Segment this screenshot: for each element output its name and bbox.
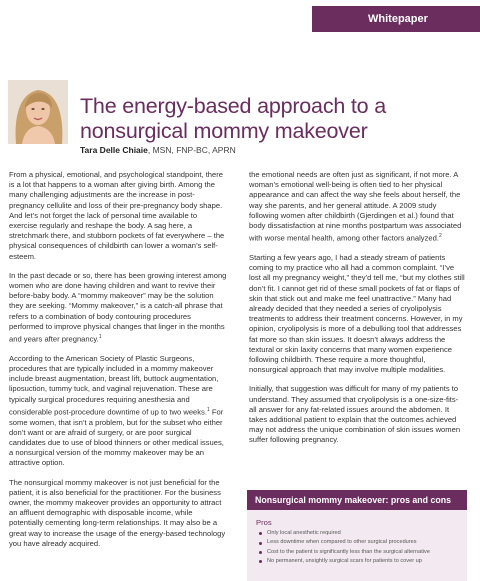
paragraph-text: For some women, that isn’t a problem, but for the subset who either don’t want or are afraid of surgery, or are poor surgical candidates due to use of blood thinners or other medical issues, a nonsurgical version of the mommy makeover may be an attractive option. [9,407,224,468]
list-item: Cost to the patient is significantly less than the surgical alternative [267,548,467,557]
paragraph-text: the emotional needs are often just as significant, if not more. A woman’s emotional well-being is often tied to her physical appearance and can affect the way she feels about herself, the way she parents, and her general attitude. A 2009 study following women after childbirth (Gjerdingen et al.) found that body dissatisfaction at nine months postpartum was associated with worse mental health, among other factors analyzed. [249,170,462,243]
author-credentials: , MSN, FNP-BC, APRN [147,145,236,155]
pros-label: Pros [256,518,272,527]
reference-marker: 1 [98,334,102,341]
paragraph: Starting a few years ago, I had a steady stream of patients coming to my practice who all had a common complaint. “I’ve lost all my pregnancy weight,” they’d tell me, “but my clothes still don’t fit. I cannot get rid of these small pockets of fat or flaps of skin that stick out and make me feel unattractive.” Many had already decided that they needed a series of cryolipolysis treatments to address their treatment concerns. However, in my opinion, cryolipolysis is more of a debulking tool that addresses fat more so than skin issues. It doesn’t always address the textural or skin laxity concerns that many women experience following childbirth. These require a more thoughtful, nonsurgical approach that may involve multiple modalities. [249,252,465,375]
list-item: No permanent, unsightly surgical scars for patients to cover up [267,557,467,566]
article-title: The energy-based approach to a nonsurgical mommy makeover [80,94,386,144]
pros-list [247,529,467,566]
paragraph: Initially, that suggestion was difficult for many of my patients to understand. They assumed that cryolipolysis is a one-size-fits-all answer for any fat-related issues around the abdomen. It takes additional patient to explain that the outcomes achieved may not address the unique combination of skin issues women suffer following pregnancy. [249,384,461,445]
list-item: Only local anesthetic required [267,529,467,538]
paragraph-text: According to the American Society of Plastic Surgeons, procedures that are typically included in a mommy makeover include breast augmentation, breast lift, buttock augmentation, liposuction, tummy tuck, and vaginal rejuvenation. These are typically surgical procedures requiring anesthesia and considerable post-procedure downtime of up to two weeks. [9,353,219,417]
paragraph: From a physical, emotional, and psychological standpoint, there is a lot that happens to a woman after giving birth. Among the many challenging adjustments are the increase in post-pregnancy cellulite and loss of their pre-pregnancy body shape. And let’s not forget the lack of personal time available to exercise regularly and reshape the body. A sag here, a stretchmark there, and stubborn pockets of fat everywhere – the physical consequences of childbirth can lower a woman’s self-esteem. [9,170,225,261]
author-portrait-icon [8,80,68,144]
right-column [249,170,465,455]
whitepaper-tab [312,6,480,32]
paragraph: The nonsurgical mommy makeover is not just beneficial for the patient, it is also beneficial for the practitioner. For the business owner, the mommy makeover provides an opportunity to attract an affluent demographic with disposable income, while potentially cementing long-term relationships. It may also be a great way to increase the usage of the energy-based technology you have already acquired. [9,477,226,548]
whitepaper-tab-label: Whitepaper [368,13,428,25]
pros-cons-box [247,490,467,581]
byline [80,145,236,155]
paragraph [9,271,227,345]
paragraph [9,354,227,469]
list-item: Less downtime when compared to other surgical procedures [267,538,467,547]
pros-cons-heading: Nonsurgical mommy makeover: pros and cons [247,490,467,510]
reference-marker: 1 [206,406,210,413]
author-photo [8,80,68,144]
left-column [9,170,227,558]
paragraph-text: In the past decade or so, there has been growing interest among women who are done having children and want to revive their before-baby body. A “mommy makeover” may be the solution they are seeking. “Mommy makeover,” is a catch-all phrase that refers to a combination of body contouring procedures performed to improve physical changes that linger in the months and years after pregnancy. [9,270,227,344]
author-name: Tara Delle Chiaie [80,145,148,155]
paragraph [249,170,465,244]
reference-marker: 2 [438,233,442,240]
